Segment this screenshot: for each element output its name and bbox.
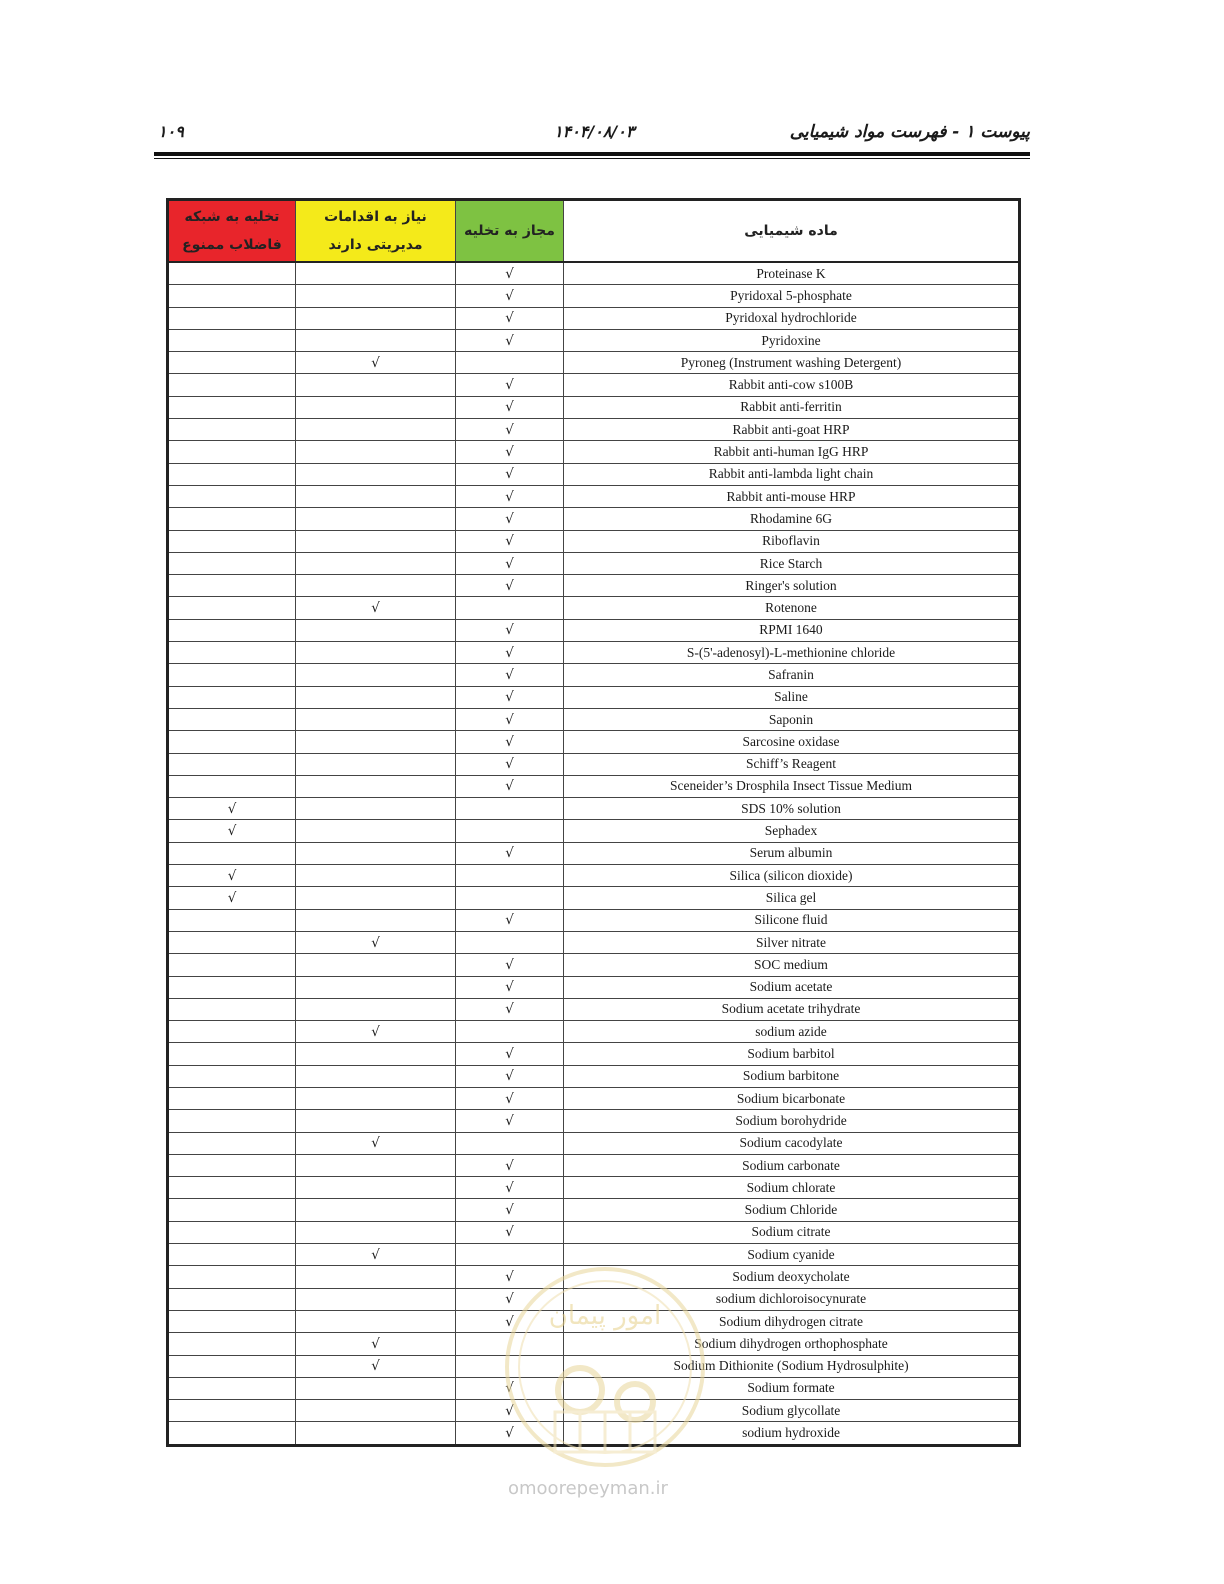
- cell-chemical-name: Sodium dihydrogen orthophosphate: [564, 1333, 1020, 1355]
- table-row: [168, 1310, 1020, 1332]
- cell-forbidden: [168, 1110, 296, 1132]
- cell-managed: [296, 329, 456, 351]
- table-row: [168, 285, 1020, 307]
- cell-forbidden: [168, 1132, 296, 1154]
- column-header-managed-line1: نیاز به اقدامات: [324, 209, 427, 225]
- cell-allowed: √: [456, 262, 564, 285]
- cell-chemical-name: Sodium dihydrogen citrate: [564, 1310, 1020, 1332]
- cell-allowed: √: [456, 285, 564, 307]
- cell-chemical-name: Sceneider’s Drosphila Insect Tissue Medium: [564, 775, 1020, 797]
- cell-forbidden: [168, 329, 296, 351]
- cell-managed: √: [296, 1355, 456, 1377]
- cell-allowed: [456, 1355, 564, 1377]
- cell-forbidden: [168, 708, 296, 730]
- cell-managed: [296, 708, 456, 730]
- table-row: [168, 1065, 1020, 1087]
- table-body: [168, 262, 1020, 1445]
- cell-chemical-name: Rabbit anti-goat HRP: [564, 419, 1020, 441]
- cell-managed: [296, 619, 456, 641]
- cell-allowed: √: [456, 842, 564, 864]
- table-row: [168, 1377, 1020, 1399]
- table-row: [168, 798, 1020, 820]
- cell-allowed: √: [456, 1199, 564, 1221]
- cell-chemical-name: sodium dichloroisocynurate: [564, 1288, 1020, 1310]
- cell-managed: [296, 1377, 456, 1399]
- table-row: [168, 441, 1020, 463]
- cell-managed: [296, 1154, 456, 1176]
- cell-managed: [296, 1199, 456, 1221]
- cell-chemical-name: Pyridoxal hydrochloride: [564, 307, 1020, 329]
- cell-allowed: √: [456, 463, 564, 485]
- cell-allowed: √: [456, 708, 564, 730]
- cell-forbidden: [168, 396, 296, 418]
- table-row: [168, 1177, 1020, 1199]
- cell-chemical-name: Sodium barbitol: [564, 1043, 1020, 1065]
- cell-managed: [296, 374, 456, 396]
- cell-allowed: √: [456, 909, 564, 931]
- cell-chemical-name: Sodium cyanide: [564, 1244, 1020, 1266]
- cell-managed: [296, 575, 456, 597]
- cell-chemical-name: Saponin: [564, 708, 1020, 730]
- cell-forbidden: [168, 1065, 296, 1087]
- column-header-forbidden: [168, 200, 296, 263]
- cell-allowed: [456, 597, 564, 619]
- table-row: [168, 508, 1020, 530]
- table-row: [168, 887, 1020, 909]
- cell-chemical-name: Sodium bicarbonate: [564, 1087, 1020, 1109]
- cell-allowed: [456, 798, 564, 820]
- header-rule-thick: [154, 152, 1030, 156]
- cell-chemical-name: Sodium barbitone: [564, 1065, 1020, 1087]
- cell-chemical-name: Rabbit anti-lambda light chain: [564, 463, 1020, 485]
- cell-chemical-name: Rice Starch: [564, 552, 1020, 574]
- cell-managed: [296, 887, 456, 909]
- cell-forbidden: [168, 1244, 296, 1266]
- cell-forbidden: √: [168, 865, 296, 887]
- cell-allowed: √: [456, 1377, 564, 1399]
- cell-managed: √: [296, 597, 456, 619]
- cell-managed: [296, 1400, 456, 1422]
- column-header-forbidden-line2: فاضلاب ممنوع: [182, 237, 282, 253]
- table-row: [168, 1221, 1020, 1243]
- cell-forbidden: [168, 1355, 296, 1377]
- cell-chemical-name: Pyridoxine: [564, 329, 1020, 351]
- cell-allowed: [456, 1244, 564, 1266]
- cell-managed: [296, 285, 456, 307]
- table-row: [168, 530, 1020, 552]
- column-header-allowed: مجاز به تخلیه: [456, 200, 564, 263]
- cell-forbidden: [168, 619, 296, 641]
- cell-managed: [296, 508, 456, 530]
- cell-allowed: √: [456, 1288, 564, 1310]
- table-row: [168, 931, 1020, 953]
- column-header-managed: [296, 200, 456, 263]
- cell-forbidden: [168, 374, 296, 396]
- cell-chemical-name: Safranin: [564, 664, 1020, 686]
- cell-chemical-name: Ringer's solution: [564, 575, 1020, 597]
- table-row: [168, 329, 1020, 351]
- page-date: ۱۴۰۴/۰۸/۰۳: [554, 122, 635, 141]
- cell-allowed: √: [456, 753, 564, 775]
- column-header-chemical: ماده شیمیایی: [564, 200, 1020, 263]
- cell-allowed: √: [456, 307, 564, 329]
- cell-forbidden: [168, 508, 296, 530]
- cell-managed: √: [296, 1021, 456, 1043]
- cell-chemical-name: Schiff’s Reagent: [564, 753, 1020, 775]
- table-row: [168, 1288, 1020, 1310]
- cell-forbidden: [168, 1288, 296, 1310]
- table-row: [168, 396, 1020, 418]
- table-row: [168, 1154, 1020, 1176]
- cell-chemical-name: S-(5'-adenosyl)-L-methionine chloride: [564, 642, 1020, 664]
- cell-chemical-name: Serum albumin: [564, 842, 1020, 864]
- cell-managed: [296, 419, 456, 441]
- page-title: پیوست ۱ - فهرست مواد شیمیایی: [789, 122, 1030, 142]
- cell-forbidden: [168, 1043, 296, 1065]
- cell-allowed: √: [456, 1266, 564, 1288]
- cell-managed: [296, 775, 456, 797]
- header-rule-thin: [154, 158, 1030, 159]
- cell-allowed: √: [456, 530, 564, 552]
- cell-chemical-name: RPMI 1640: [564, 619, 1020, 641]
- table-row: [168, 1422, 1020, 1445]
- cell-forbidden: [168, 1087, 296, 1109]
- cell-forbidden: [168, 931, 296, 953]
- cell-forbidden: [168, 1221, 296, 1243]
- cell-managed: √: [296, 1132, 456, 1154]
- cell-chemical-name: Sodium borohydride: [564, 1110, 1020, 1132]
- cell-managed: [296, 664, 456, 686]
- cell-allowed: √: [456, 1400, 564, 1422]
- cell-managed: √: [296, 1244, 456, 1266]
- table-row: [168, 1043, 1020, 1065]
- cell-managed: [296, 686, 456, 708]
- table-row: [168, 686, 1020, 708]
- cell-forbidden: [168, 1333, 296, 1355]
- cell-forbidden: [168, 954, 296, 976]
- cell-managed: √: [296, 352, 456, 374]
- cell-managed: [296, 307, 456, 329]
- cell-forbidden: √: [168, 798, 296, 820]
- column-header-forbidden-line1: تخلیه به شبکه: [184, 209, 280, 225]
- cell-managed: [296, 842, 456, 864]
- cell-chemical-name: Sodium chlorate: [564, 1177, 1020, 1199]
- cell-allowed: √: [456, 374, 564, 396]
- cell-chemical-name: Rabbit anti-mouse HRP: [564, 485, 1020, 507]
- cell-allowed: √: [456, 619, 564, 641]
- cell-chemical-name: Sarcosine oxidase: [564, 731, 1020, 753]
- cell-managed: [296, 820, 456, 842]
- cell-forbidden: [168, 597, 296, 619]
- cell-allowed: √: [456, 1065, 564, 1087]
- cell-allowed: [456, 1132, 564, 1154]
- cell-chemical-name: Sephadex: [564, 820, 1020, 842]
- cell-managed: √: [296, 1333, 456, 1355]
- cell-managed: [296, 798, 456, 820]
- cell-managed: √: [296, 931, 456, 953]
- table-row: [168, 619, 1020, 641]
- table-row: [168, 1087, 1020, 1109]
- cell-forbidden: [168, 419, 296, 441]
- cell-chemical-name: Silica gel: [564, 887, 1020, 909]
- cell-forbidden: [168, 642, 296, 664]
- table-row: [168, 485, 1020, 507]
- cell-forbidden: [168, 307, 296, 329]
- cell-forbidden: [168, 285, 296, 307]
- table-header-row: [168, 200, 1020, 263]
- chemical-list-table: [166, 198, 1021, 1447]
- cell-managed: [296, 1288, 456, 1310]
- table-row: [168, 1132, 1020, 1154]
- cell-managed: [296, 1177, 456, 1199]
- table-row: [168, 642, 1020, 664]
- table-row: [168, 731, 1020, 753]
- page-number: ۱۰۹: [158, 122, 184, 141]
- cell-managed: [296, 1110, 456, 1132]
- cell-forbidden: [168, 686, 296, 708]
- cell-allowed: √: [456, 575, 564, 597]
- table-row: [168, 463, 1020, 485]
- cell-allowed: √: [456, 998, 564, 1020]
- cell-managed: [296, 1422, 456, 1445]
- cell-allowed: [456, 1333, 564, 1355]
- table-row: [168, 1021, 1020, 1043]
- cell-chemical-name: Sodium carbonate: [564, 1154, 1020, 1176]
- cell-allowed: √: [456, 1177, 564, 1199]
- table-row: [168, 954, 1020, 976]
- table-row: [168, 307, 1020, 329]
- cell-chemical-name: Sodium acetate: [564, 976, 1020, 998]
- table-row: [168, 1400, 1020, 1422]
- cell-managed: [296, 262, 456, 285]
- cell-forbidden: [168, 1021, 296, 1043]
- cell-managed: [296, 552, 456, 574]
- table-row: [168, 708, 1020, 730]
- cell-allowed: √: [456, 686, 564, 708]
- cell-managed: [296, 1065, 456, 1087]
- cell-chemical-name: Rabbit anti-cow s100B: [564, 374, 1020, 396]
- cell-allowed: √: [456, 664, 564, 686]
- cell-chemical-name: Rabbit anti-human IgG HRP: [564, 441, 1020, 463]
- cell-allowed: √: [456, 1043, 564, 1065]
- cell-forbidden: √: [168, 820, 296, 842]
- table-row: [168, 1110, 1020, 1132]
- table-row: [168, 775, 1020, 797]
- cell-forbidden: [168, 441, 296, 463]
- cell-allowed: [456, 820, 564, 842]
- cell-chemical-name: Proteinase K: [564, 262, 1020, 285]
- cell-chemical-name: Sodium cacodylate: [564, 1132, 1020, 1154]
- cell-allowed: √: [456, 775, 564, 797]
- cell-forbidden: [168, 575, 296, 597]
- cell-allowed: √: [456, 508, 564, 530]
- cell-forbidden: [168, 485, 296, 507]
- cell-chemical-name: SOC medium: [564, 954, 1020, 976]
- table-row: [168, 1355, 1020, 1377]
- cell-managed: [296, 976, 456, 998]
- table-row: [168, 262, 1020, 285]
- cell-chemical-name: Sodium formate: [564, 1377, 1020, 1399]
- cell-managed: [296, 909, 456, 931]
- cell-forbidden: [168, 1266, 296, 1288]
- cell-managed: [296, 485, 456, 507]
- cell-allowed: √: [456, 441, 564, 463]
- cell-chemical-name: Silicone fluid: [564, 909, 1020, 931]
- cell-chemical-name: Pyridoxal 5-phosphate: [564, 285, 1020, 307]
- cell-chemical-name: SDS 10% solution: [564, 798, 1020, 820]
- cell-chemical-name: Silver nitrate: [564, 931, 1020, 953]
- cell-forbidden: [168, 262, 296, 285]
- cell-chemical-name: sodium hydroxide: [564, 1422, 1020, 1445]
- cell-chemical-name: Rabbit anti-ferritin: [564, 396, 1020, 418]
- cell-allowed: √: [456, 1310, 564, 1332]
- cell-allowed: [456, 352, 564, 374]
- cell-forbidden: [168, 842, 296, 864]
- table-row: [168, 352, 1020, 374]
- cell-chemical-name: Saline: [564, 686, 1020, 708]
- cell-managed: [296, 642, 456, 664]
- table-row: [168, 842, 1020, 864]
- cell-allowed: √: [456, 329, 564, 351]
- cell-managed: [296, 1266, 456, 1288]
- cell-managed: [296, 1087, 456, 1109]
- cell-forbidden: [168, 552, 296, 574]
- cell-managed: [296, 865, 456, 887]
- cell-forbidden: [168, 775, 296, 797]
- cell-forbidden: [168, 463, 296, 485]
- cell-chemical-name: Sodium Dithionite (Sodium Hydrosulphite): [564, 1355, 1020, 1377]
- cell-chemical-name: Sodium glycollate: [564, 1400, 1020, 1422]
- cell-forbidden: [168, 530, 296, 552]
- cell-chemical-name: Silica (silicon dioxide): [564, 865, 1020, 887]
- table-row: [168, 753, 1020, 775]
- cell-chemical-name: Rhodamine 6G: [564, 508, 1020, 530]
- cell-allowed: √: [456, 954, 564, 976]
- cell-forbidden: [168, 753, 296, 775]
- table-row: [168, 1333, 1020, 1355]
- watermark-url: omoorepeyman.ir: [508, 1478, 668, 1499]
- cell-managed: [296, 954, 456, 976]
- cell-allowed: [456, 887, 564, 909]
- table-row: [168, 865, 1020, 887]
- cell-allowed: √: [456, 552, 564, 574]
- cell-forbidden: [168, 1177, 296, 1199]
- column-header-managed-line2: مدیریتی دارند: [328, 237, 423, 253]
- table-row: [168, 1244, 1020, 1266]
- cell-allowed: √: [456, 1110, 564, 1132]
- table-row: [168, 374, 1020, 396]
- cell-forbidden: [168, 1310, 296, 1332]
- cell-forbidden: [168, 731, 296, 753]
- cell-forbidden: [168, 1154, 296, 1176]
- table-row: [168, 998, 1020, 1020]
- cell-managed: [296, 441, 456, 463]
- table-row: [168, 976, 1020, 998]
- cell-forbidden: [168, 976, 296, 998]
- cell-managed: [296, 530, 456, 552]
- cell-chemical-name: Rotenone: [564, 597, 1020, 619]
- cell-allowed: √: [456, 1221, 564, 1243]
- cell-allowed: √: [456, 1154, 564, 1176]
- cell-chemical-name: Sodium acetate trihydrate: [564, 998, 1020, 1020]
- cell-chemical-name: Pyroneg (Instrument washing Detergent): [564, 352, 1020, 374]
- cell-forbidden: [168, 1400, 296, 1422]
- table-row: [168, 820, 1020, 842]
- cell-chemical-name: Sodium Chloride: [564, 1199, 1020, 1221]
- table-row: [168, 664, 1020, 686]
- cell-allowed: √: [456, 1087, 564, 1109]
- cell-allowed: [456, 1021, 564, 1043]
- cell-forbidden: [168, 1377, 296, 1399]
- cell-allowed: √: [456, 976, 564, 998]
- cell-allowed: √: [456, 731, 564, 753]
- table-row: [168, 575, 1020, 597]
- cell-forbidden: √: [168, 887, 296, 909]
- cell-chemical-name: sodium azide: [564, 1021, 1020, 1043]
- table-row: [168, 909, 1020, 931]
- cell-allowed: [456, 931, 564, 953]
- page-header: [154, 118, 1030, 152]
- cell-forbidden: [168, 909, 296, 931]
- watermark-logo-text: امور پیمان: [548, 1301, 662, 1331]
- cell-allowed: √: [456, 396, 564, 418]
- table-row: [168, 419, 1020, 441]
- table-row: [168, 552, 1020, 574]
- cell-managed: [296, 753, 456, 775]
- cell-forbidden: [168, 1422, 296, 1445]
- cell-chemical-name: Sodium deoxycholate: [564, 1266, 1020, 1288]
- cell-allowed: [456, 865, 564, 887]
- table-row: [168, 1199, 1020, 1221]
- cell-managed: [296, 1043, 456, 1065]
- cell-allowed: √: [456, 485, 564, 507]
- cell-managed: [296, 731, 456, 753]
- cell-allowed: √: [456, 419, 564, 441]
- cell-managed: [296, 463, 456, 485]
- cell-forbidden: [168, 664, 296, 686]
- cell-managed: [296, 396, 456, 418]
- table-row: [168, 1266, 1020, 1288]
- cell-allowed: √: [456, 642, 564, 664]
- cell-managed: [296, 1221, 456, 1243]
- cell-managed: [296, 998, 456, 1020]
- cell-allowed: √: [456, 1422, 564, 1445]
- table-row: [168, 597, 1020, 619]
- cell-chemical-name: Riboflavin: [564, 530, 1020, 552]
- cell-forbidden: [168, 1199, 296, 1221]
- cell-chemical-name: Sodium citrate: [564, 1221, 1020, 1243]
- cell-forbidden: [168, 998, 296, 1020]
- cell-forbidden: [168, 352, 296, 374]
- cell-managed: [296, 1310, 456, 1332]
